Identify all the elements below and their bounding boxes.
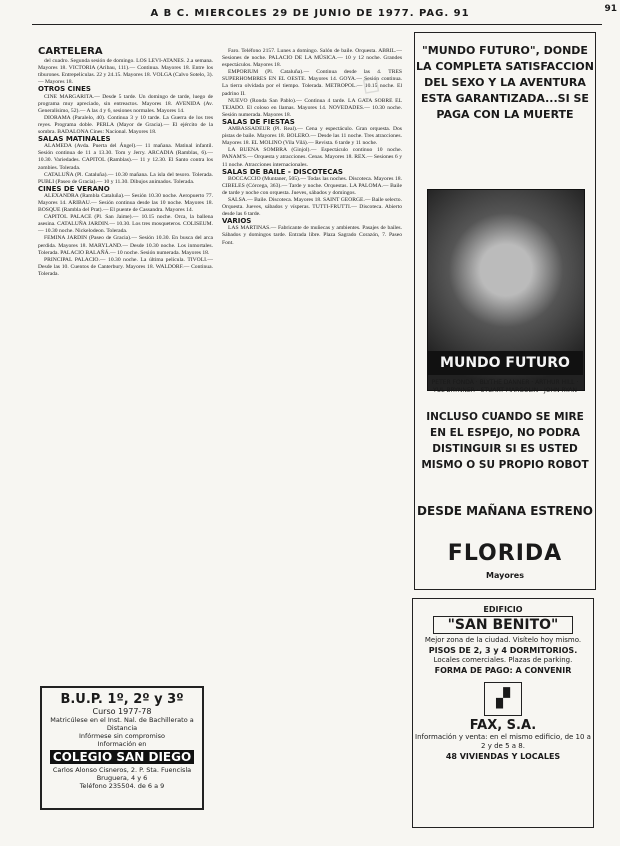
listing-paragraph: AMBASSADEUR (Pl. Real).— Cena y espectáculo. Gran orquesta. Dos pistas de baile. Mayores 18. BOLERO.— Desde las 11 noche. Tres atracciones. Mayores 18. EL MOLINO (Vila Vilá).— Revista. 6 tarde y 11 noche. bbox=[222, 126, 402, 147]
section-heading-cines-verano: CINES DE VERANO bbox=[38, 184, 110, 193]
ad-footer: 48 VIVIENDAS Y LOCALES bbox=[445, 752, 561, 761]
listing-paragraph: CAPITOL PALACE (Pl. San Jaime).— 10.15 noche. Orca, la ballena asesina. CATALUÑA JARDIN.— 10.30. Los tres mosqueteros. COLISEUM.— 10.30 noche. Nickelodeon. Tolerada. bbox=[38, 214, 213, 235]
header-rule bbox=[32, 24, 602, 25]
listing-paragraph: CATALUÑA (Pl. Cataluña).— 10.30 mañana. La isla del tesoro. Tolerada. PUBLI (Paseo de Gracia).— 10 y 11.30. Dibujos animados. Tolerada. bbox=[38, 171, 213, 185]
listing-paragraph: NUEVO (Ronda San Pablo).— Continua 4 tarde. LA GATA SOBRE EL TEJADO. El coloso en llamas. Mayores 14. NOVEDADES.— 10.30 noche. Sesión numerada. Mayores 18. bbox=[222, 97, 402, 118]
ad-tagline: "MUNDO FUTURO", DONDE LA COMPLETA SATISFACCION DEL SEXO Y LA AVENTURA ESTA GARANTIZADA...SI SE PAGA CON LA MUERTE bbox=[416, 44, 594, 121]
ad-tagline-2: INCLUSO CUANDO SE MIRE EN EL ESPEJO, NO PODRA DISTINGUIR SI ES USTED MISMO O SU PROPIO ROBOT bbox=[421, 411, 589, 471]
listing-paragraph: LA BUENA SOMBRA (Ginjol).— Espectáculo continuo 10 noche. PANAM'S.— Orquesta y atracciones. Cenas. Mayores 18. REX.— Sesiones 6 y 11 noche. Atracciones internacionales. bbox=[222, 147, 402, 168]
ad-locals: Locales comerciales. Plazas de parking. bbox=[433, 656, 573, 664]
ad-bup-school: COLEGIO SAN DIEGO bbox=[50, 750, 194, 764]
ad-bup-address: Carlos Alonso Cisneros, 2. P. Sta. Fuencisla Bruguera, 4 y 6 bbox=[52, 766, 192, 782]
section-heading-salas-matinales: SALAS MATINALES bbox=[38, 135, 111, 144]
section-title-cartelera: CARTELERA bbox=[38, 46, 103, 57]
section-heading-salas-fiestas: SALAS DE FIESTAS bbox=[222, 117, 295, 126]
section-heading-varios: VARIOS bbox=[222, 217, 252, 226]
column-1 bbox=[38, 48, 213, 278]
ad-san-benito bbox=[412, 598, 594, 828]
ad-bup-line: Infórmese sin compromiso bbox=[78, 732, 166, 740]
ad-units: PISOS DE 2, 3 y 4 DORMITORIOS. bbox=[428, 646, 578, 655]
listing-paragraph: del cuadro. Segunda sesión de domingo. LOS LEVI-ATANES. 2.a semana. Mayores 18. VICTORIA (Aribau, 111).— Continua. Mayores 18. Entre los tiburones. Entrepelículas. 22 y 24.15. Mayores 18. VOLGA (Calvo Sotelo, 3).— Mayores 18. bbox=[38, 58, 213, 86]
ad-description: Mejor zona de la ciudad. Visítelo hoy mismo. bbox=[424, 636, 582, 644]
listing-paragraph: PRINCIPAL PALACIO.— 10.30 noche. La última película. TIVOLI.— Desde las 10. Cuentos de Canterbury. Mayores 18. WALDORF.— Continua. Tolerada. bbox=[38, 256, 213, 277]
page-number: 91 bbox=[604, 4, 617, 14]
ad-bup-course: Curso 1977-78 bbox=[92, 707, 152, 716]
company-logo-icon: ▞ bbox=[484, 682, 522, 716]
section-heading-salas-baile: SALAS DE BAILE - DISCOTECAS bbox=[222, 167, 343, 176]
movie-title-banner: MUNDO FUTURO bbox=[427, 351, 583, 375]
ad-company: FAX, S.A. bbox=[469, 718, 537, 733]
age-rating: Mayores bbox=[486, 571, 524, 580]
ad-bup-line: Información en bbox=[97, 740, 147, 748]
masthead: A B C. MIERCOLES 29 DE JUNIO DE 1977. PAG. 91 bbox=[150, 8, 470, 19]
ad-mundo-futuro bbox=[414, 32, 596, 590]
listing-paragraph: ALAMEDA (Avda. Puerta del Ángel).— 11 mañana. Matinal infantil. Sesión continua de 11 a 13.30. Tom y Jerry. ARCADIA (Ramblas, 6).— 10.30. Variedades. CAPITOL (Ramblas).— 11 y 12.30. El Santo contra los zombies. Tolerada. bbox=[38, 143, 213, 171]
listing-paragraph: SALSA.— Baile. Discoteca. Mayores 18. SAINT GEORGE.— Baile selecto. Orquesta. Jueves, sábados y vísperas. TUTTI-FRUTTI.— Discoteca. Abierto desde las 6 tarde. bbox=[222, 196, 402, 218]
listing-paragraph: FEMINA JARDIN (Paseo de Gracia).— Sesión 10.30. En busca del arca perdida. Mayores 18. MARYLAND.— Desde 10.30 noche. Los inmortales. Tolerada. PALACIO BALAÑÁ.— 10 noche. Sesión numerada. Mayores 18. bbox=[38, 235, 213, 256]
listing-paragraph: EMPORIUM (Pl. Cataluña).— Continua desde las 4. TRES SUPERHOMBRES EN EL OESTE. Mayores 14. GOYA.— Sesión continua. La tierra olvidada por el tiempo. Tolerada. METROPOL.— 10.15 noche. El padrino II. bbox=[222, 69, 402, 97]
ad-payment: FORMA DE PAGO: A CONVENIR bbox=[434, 666, 572, 675]
cinema-name: FLORIDA bbox=[447, 541, 563, 566]
listing-paragraph: LAS MARTINAS.— Fabricante de muñecas y ambientes. Pasajes de bailes. Sábados y domingos tarde. Entrada libre. Plaza Sagrado Corazón, 7. Paseo Font. bbox=[222, 225, 402, 246]
release-note: DESDE MAÑANA ESTRENO bbox=[417, 504, 593, 518]
listing-paragraph: CINE MARGARITA.— Desde 5 tarde. Un domingo de tarde, luego de programa muy apreciado, sin entreactos. Mayores 18. AVENIDA (Av. Generalísimo, 52).— A las 4 y 6, sesiones normales. Mayores 14. bbox=[38, 93, 213, 114]
listing-paragraph: BOCCACCIO (Muntaner, 505).— Todas las noches. Discoteca. Mayores 18. CIBELES (Córcega, 363).— Tarde y noche. Orquestas. LA PALOMA.— Baile de tarde y noche con orquesta. Jueves, sábados y domingos. bbox=[222, 175, 402, 196]
listing-paragraph: Faro. Teléfono 2157. Lunes a domingo. Salón de baile. Orquesta. ABRIL.— Sesiones de noche. PALACIO DE LA MÚSICA.— 10 y 12 noche. Grandes espectáculos. Mayores 18. bbox=[222, 48, 402, 69]
listing-paragraph: ALEXANDRA (Rambla Cataluña).— Sesión 10.30 noche. Aeropuerto 77. Mayores 14. ARIBAU.— Sesión continua desde las 10 noche. Mayores 18. BOSQUE (Rambla del Prat).— El puente de Cassandra. Mayores 14. bbox=[38, 192, 213, 214]
listing-paragraph: DIORAMA (Paralelo, 40). Continua 3 y 10 tarde. La Guerra de los tres reyes. Programa doble. PERLA (Mayor de Gracia).— El ejército de la sombra. BADALONA Cines: Nacional. Mayores 18. bbox=[38, 114, 213, 136]
ad-building-label: EDIFICIO bbox=[483, 605, 523, 614]
ad-info: Información y venta: en el mismo edificio, de 10 a 2 y de 5 a 8. bbox=[415, 733, 591, 750]
ad-building-name: "SAN BENITO" bbox=[433, 616, 573, 634]
ad-bup-title: B.U.P. 1º, 2º y 3º bbox=[60, 692, 184, 707]
ad-bup-line: Matricúlese en el Inst. Nal. de Bachillerato a Distancia bbox=[50, 716, 194, 732]
ad-bup-phone: Teléfono 235504. de 6 a 9 bbox=[79, 782, 165, 790]
section-heading-otros-cines: OTROS CINES bbox=[38, 85, 91, 94]
movie-cast: PETER FONDA · BLYTHE DANNER · ARTHUR HILL · YUL BRYNNER · STUART MARGOLIN · JOHN RYAN bbox=[431, 379, 579, 394]
watermark-decoration: ◇ bbox=[351, 68, 389, 102]
ad-bup-colegio bbox=[40, 686, 204, 810]
